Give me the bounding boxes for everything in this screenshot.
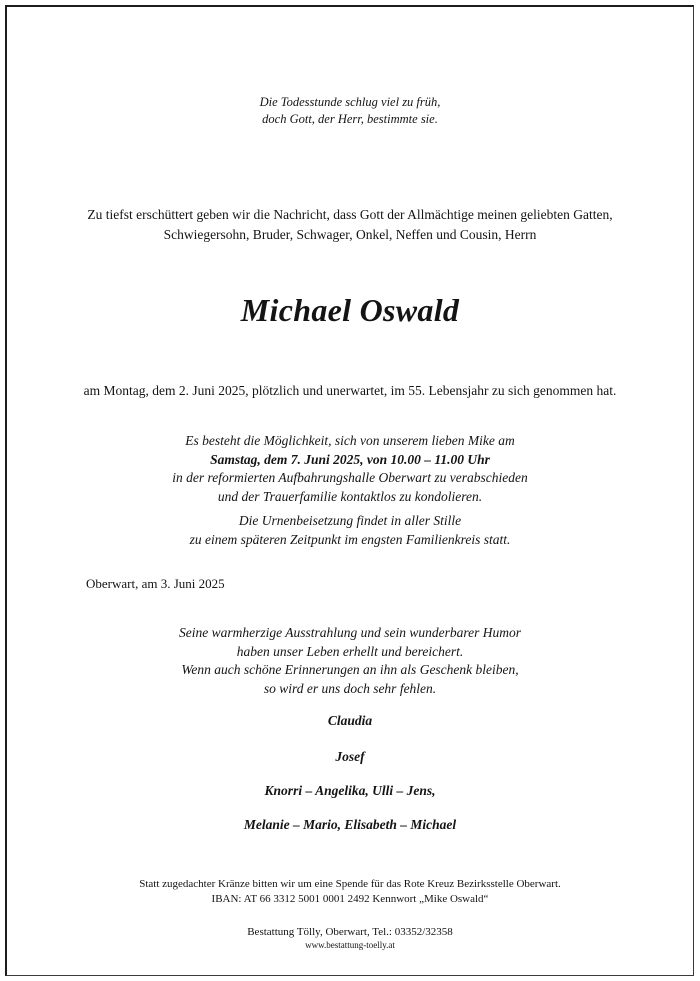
intro-line-1: Zu tiefst erschüttert geben wir die Nachricht, dass Gott der Allmächtige meinen geliebten Gatten, bbox=[87, 207, 613, 222]
donation-request bbox=[0, 877, 700, 907]
intro-line-2: Schwiegersohn, Bruder, Schwager, Onkel, Neffen und Cousin, Herrn bbox=[163, 227, 537, 242]
passing-statement bbox=[0, 381, 700, 401]
urn-line-1: Die Urnenbeisetzung findet in aller Stille bbox=[238, 513, 462, 528]
mourner-second: Josef bbox=[335, 749, 365, 764]
tribute-line-3: Wenn auch schöne Erinnerungen an ihn als Geschenk bleiben, bbox=[181, 662, 519, 677]
tribute-line-4: so wird er uns doch sehr fehlen. bbox=[263, 680, 437, 696]
donation-line-1: Statt zugedachter Kränze bitten wir um eine Spende für das Rote Kreuz Bezirksstelle Oberwart. bbox=[139, 878, 561, 890]
motto-line-2: doch Gott, der Herr, bestimmte sie. bbox=[262, 112, 438, 126]
viewing-line-4: und der Trauerfamilie kontaktlos zu kondolieren. bbox=[217, 488, 483, 504]
mourner-relatives: Melanie – Mario, Elisabeth – Michael bbox=[243, 817, 457, 832]
tribute-line-1: Seine warmherzige Ausstrahlung und sein wunderbarer Humor bbox=[179, 625, 521, 640]
funeral-home-website: www.bestattung-toelly.at bbox=[305, 940, 395, 950]
viewing-line-3: in der reformierten Aufbahrungshalle Oberwart zu verabschieden bbox=[172, 470, 528, 485]
mourner-siblings: Knorri – Angelika, Ulli – Jens, bbox=[264, 783, 436, 798]
tribute-verse bbox=[0, 624, 700, 698]
tribute-line-2: haben unser Leben erhellt und bereichert. bbox=[236, 643, 464, 659]
motto-verse bbox=[0, 94, 700, 128]
urn-line-2: zu einem späteren Zeitpunkt im engsten Familienkreis statt. bbox=[189, 531, 511, 547]
motto-line-1: Die Todesstunde schlug viel zu früh, bbox=[259, 95, 441, 109]
urn-burial-info bbox=[0, 512, 700, 549]
announcement-intro bbox=[0, 205, 700, 245]
donation-iban: IBAN: AT 66 3312 5001 0001 2492 Kennwort „Mike Oswald“ bbox=[211, 893, 489, 905]
place-and-date: Oberwart, am 3. Juni 2025 bbox=[86, 576, 225, 591]
passing-text: am Montag, dem 2. Juni 2025, plötzlich und unerwartet, im 55. Lebensjahr zu sich genommen hat. bbox=[83, 383, 617, 398]
funeral-home-info bbox=[0, 925, 700, 951]
viewing-date-time: Samstag, dem 7. Juni 2025, von 10.00 – 11.00 Uhr bbox=[210, 451, 490, 467]
mourner-spouse: Claudia bbox=[327, 713, 373, 728]
viewing-info bbox=[0, 432, 700, 506]
deceased-name: Michael Oswald bbox=[240, 292, 460, 328]
funeral-home-contact: Bestattung Tölly, Oberwart, Tel.: 03352/32358 bbox=[247, 926, 453, 938]
viewing-line-1: Es besteht die Möglichkeit, sich von unserem lieben Mike am bbox=[185, 433, 515, 448]
